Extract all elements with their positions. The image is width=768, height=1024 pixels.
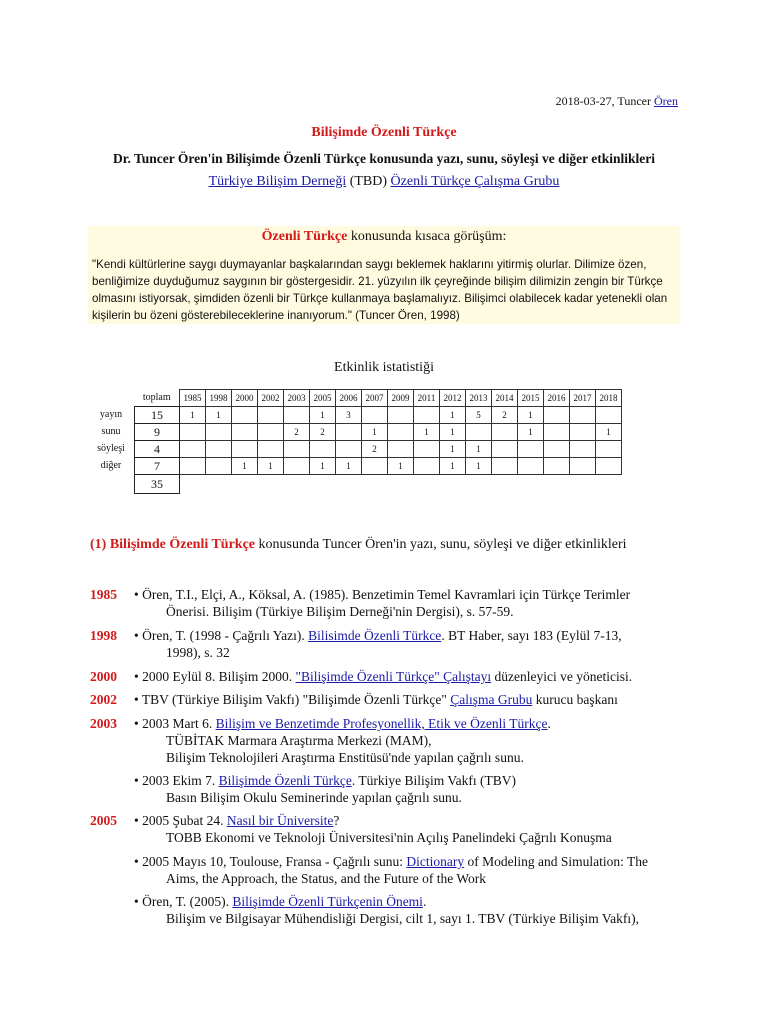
opinion-heading (88, 229, 680, 245)
activity-stats-table (88, 389, 622, 494)
entry-text: • 2003 Ekim 7. (134, 773, 216, 788)
opinion-quote: "Kendi kültürlerine saygı duymayanlar başkalarından saygı beklemek haklarını yitirmiş olurlar. Dilimize özen, benliğimize duyduğumuz saygının bir göstergesidir. 21. yüzyılın ilk çeyreğinde bilişim dilimizin zengin bir Türkçe olmasını istiyorsak, şimdiden özenli bir Türkçe kullanmaya başlamalıyız. Bilişimci olabilecek kadar yetenekli olan kişilerin bu özeni gösterebileceklerine inanıyorum." (Tuncer Ören, 1998) (92, 258, 668, 322)
stat-cell (206, 424, 232, 441)
stat-cell (388, 441, 414, 458)
stat-cell: 1 (440, 441, 466, 458)
stat-cell: 1 (518, 424, 544, 441)
section-1-prefix: (1) (90, 537, 107, 552)
year-header: 2016 (544, 390, 570, 407)
stat-cell (596, 441, 622, 458)
stat-cell (310, 441, 336, 458)
page-title: Bilişimde Özenli Türkçe (311, 125, 457, 140)
opinion-heading-red: Özenli Türkçe (261, 229, 348, 244)
entry-1998 (90, 627, 690, 663)
entry-text: • 2005 Şubat 24. (134, 813, 224, 828)
stat-cell (232, 441, 258, 458)
entry-line: Basın Bilişim Okulu Seminerinde yapılan çağrılı sunu. (166, 790, 462, 805)
entry-text: of Modeling and Simulation: The (467, 854, 648, 869)
year-header: 2015 (518, 390, 544, 407)
grand-total-spacer (88, 475, 135, 494)
year-header: 2002 (258, 390, 284, 407)
stat-cell (544, 458, 570, 475)
total-header: toplam (142, 391, 171, 403)
entry-text: • 2003 Mart 6. (134, 716, 213, 731)
stat-cell (388, 407, 414, 424)
entry-text: kurucu başkanı (535, 692, 618, 707)
entry-link[interactable]: Çalışma Grubu (450, 692, 533, 707)
year-label: 2005 (90, 813, 117, 828)
stat-cell: 3 (336, 407, 362, 424)
stat-cell (414, 458, 440, 475)
section-1-title-rest: konusunda Tuncer Ören'in yazı, sunu, söyleşi ve diğer etkinlikleri (258, 537, 627, 552)
section-1-title-red: Bilişimde Özenli Türkçe (109, 537, 256, 552)
stat-cell: 1 (258, 458, 284, 475)
stat-cell (336, 441, 362, 458)
opinion-heading-rest: konusunda kısaca görüşüm: (350, 229, 507, 244)
year-label: 1998 (90, 628, 117, 643)
entry-line: TÜBİTAK Marmara Araştırma Merkezi (MAM), (166, 733, 432, 748)
row-label: sunu (101, 426, 121, 437)
stat-cell (206, 441, 232, 458)
entry-text: ? (333, 813, 340, 828)
stat-cell (492, 458, 518, 475)
grand-total: 35 (135, 475, 180, 494)
tbd-link[interactable]: Türkiye Bilişim Derneği (208, 174, 347, 189)
stat-cell: 5 (466, 407, 492, 424)
entry-line: Aims, the Approach, the Status, and the Future of the Work (166, 871, 486, 886)
entry-link[interactable]: "Bilişimde Özenli Türkçe" Çalıştayı (295, 669, 492, 684)
stat-cell (518, 458, 544, 475)
year-label: 2000 (90, 669, 117, 684)
entry-line: Bilişim Teknolojileri Araştırma Enstitüsü'nde yapılan çağrılı sunu. (166, 750, 524, 765)
stat-cell: 1 (206, 407, 232, 424)
entry-text: . Türkiye Bilişim Vakfı (TBV) (351, 773, 516, 788)
date-author: 2018-03-27, Tuncer (555, 94, 651, 108)
stat-cell (544, 441, 570, 458)
entry-text: düzenleyici ve yöneticisi. (494, 669, 633, 684)
stats-row (88, 458, 622, 475)
stat-cell: 1 (388, 458, 414, 475)
stat-cell: 1 (466, 441, 492, 458)
year-header: 2018 (596, 390, 622, 407)
year-header: 2011 (414, 390, 440, 407)
entry-text: . BT Haber, sayı 183 (Eylül 7-13, (441, 628, 622, 643)
stats-title: Etkinlik istatistiği (334, 360, 434, 375)
stat-cell (180, 441, 206, 458)
year-header: 2013 (466, 390, 492, 407)
author-link[interactable]: Ören (654, 94, 678, 108)
stat-cell (232, 424, 258, 441)
entry-link[interactable]: Bilisimde Özenli Türkce (308, 628, 442, 643)
entry-text: • 2005 Mayıs 10, Toulouse, Fransa - Çağrılı sunu: (134, 854, 404, 869)
stats-row (88, 441, 622, 458)
stats-row (88, 407, 622, 424)
stat-cell (284, 441, 310, 458)
stat-cell (284, 407, 310, 424)
row-total: 7 (135, 458, 180, 475)
entry-text: . (547, 716, 551, 731)
entry-text: • Ören, T. (1998 - Çağrılı Yazı). (134, 628, 305, 643)
stat-cell (466, 424, 492, 441)
stat-cell: 2 (310, 424, 336, 441)
entry-line: Önerisi. Bilişim (Türkiye Bilişim Derneği'nin Dergisi), s. 57-59. (166, 604, 514, 619)
stat-cell (544, 407, 570, 424)
stat-cell: 1 (518, 407, 544, 424)
entry-link[interactable]: Nasıl bir Üniversite (226, 813, 334, 828)
stat-cell (180, 458, 206, 475)
year-label: 1985 (90, 587, 117, 602)
entry-text: . (422, 894, 427, 909)
entry-text: • 2000 Eylül 8. Bilişim 2000. (134, 669, 293, 684)
stat-cell (180, 424, 206, 441)
year-header: 2003 (284, 390, 310, 407)
stat-cell: 2 (284, 424, 310, 441)
entry-2005-subat (90, 812, 690, 848)
stat-cell: 2 (492, 407, 518, 424)
entry-link[interactable]: Bilişim ve Benzetimde Profesyonellik, Etik ve Özenli Türkçe (215, 716, 548, 731)
stat-cell (596, 458, 622, 475)
stat-cell (388, 424, 414, 441)
stat-cell (570, 441, 596, 458)
stat-cell (414, 441, 440, 458)
entry-line: Bilişim ve Bilgisayar Mühendisliği Dergisi, cilt 1, sayı 1. TBV (Türkiye Bilişim Vakfı), (166, 911, 639, 926)
stat-cell (518, 441, 544, 458)
stat-cell: 1 (180, 407, 206, 424)
entry-text: • Ören, T. (2005). (134, 894, 229, 909)
stat-cell (544, 424, 570, 441)
year-header: 2006 (336, 390, 362, 407)
entry-1985 (90, 586, 690, 622)
row-label: diğer (100, 460, 122, 471)
stat-cell: 1 (336, 458, 362, 475)
stat-cell: 1 (440, 407, 466, 424)
page-subtitle: Dr. Tuncer Ören'in Bilişimde Özenli Türkçe konusunda yazı, sunu, söyleşi ve diğer etkinlikleri (113, 151, 655, 166)
year-header: 2005 (310, 390, 336, 407)
row-total: 4 (135, 441, 180, 458)
stat-cell: 1 (362, 424, 388, 441)
section-1-heading (90, 537, 627, 553)
year-header: 2009 (388, 390, 414, 407)
row-total: 15 (135, 407, 180, 424)
entry-link[interactable]: Dictionary (406, 854, 465, 869)
row-label: yayın (99, 409, 123, 420)
entry-2002 (90, 691, 690, 709)
organization-links (0, 174, 768, 190)
entry-text: • TBV (Türkiye Bilişim Vakfı) "Bilişimde Özenli Türkçe" (134, 692, 447, 707)
stats-row (88, 424, 622, 441)
stat-cell: 1 (232, 458, 258, 475)
stat-cell: 1 (310, 458, 336, 475)
stat-cell (258, 407, 284, 424)
entry-link[interactable]: Bilişimde Özenli Türkçe (218, 773, 352, 788)
row-total: 9 (135, 424, 180, 441)
stat-cell (258, 424, 284, 441)
stat-cell (596, 407, 622, 424)
working-group-link[interactable]: Özenli Türkçe Çalışma Grubu (390, 174, 560, 189)
stat-cell: 1 (466, 458, 492, 475)
stat-cell: 1 (440, 458, 466, 475)
stat-cell (232, 407, 258, 424)
year-header: 1998 (206, 390, 232, 407)
entry-2005-mayis (90, 853, 690, 889)
stat-cell: 2 (362, 441, 388, 458)
opinion-box (88, 226, 680, 324)
stat-cell (206, 458, 232, 475)
entry-line: • Ören, T.I., Elçi, A., Köksal, A. (1985). Benzetimin Temel Kavramlari için Türkçe Terimler (134, 587, 631, 602)
stat-cell (492, 424, 518, 441)
stat-cell (492, 441, 518, 458)
stat-cell (258, 441, 284, 458)
stat-cell: 1 (310, 407, 336, 424)
stat-cell (570, 424, 596, 441)
entry-2003-ekim (90, 772, 690, 808)
year-header: 2000 (232, 390, 258, 407)
stat-cell (362, 407, 388, 424)
entry-line: 1998), s. 32 (166, 645, 230, 660)
year-header: 1985 (180, 390, 206, 407)
stats-corner (88, 390, 135, 407)
stats-header-row (88, 390, 622, 407)
row-label: söyleşi (97, 443, 125, 454)
entry-link[interactable]: Bilişimde Özenli Türkçenin Önemi (232, 894, 423, 909)
date-author-line (556, 94, 678, 109)
entry-2005-dergi (90, 893, 690, 929)
stat-cell: 1 (440, 424, 466, 441)
entry-2003-mart (90, 715, 690, 767)
year-header: 2014 (492, 390, 518, 407)
tbd-abbr: (TBD) (349, 174, 388, 189)
year-header: 2012 (440, 390, 466, 407)
year-header: 2017 (570, 390, 596, 407)
stat-cell (284, 458, 310, 475)
stat-cell (336, 424, 362, 441)
stat-cell: 1 (414, 424, 440, 441)
stat-cell: 1 (596, 424, 622, 441)
entry-line: TOBB Ekonomi ve Teknoloji Üniversitesi'nin Açılış Panelindeki Çağrılı Konuşma (166, 830, 612, 845)
stat-cell (570, 458, 596, 475)
year-header: 2007 (362, 390, 388, 407)
stat-cell (414, 407, 440, 424)
year-label: 2002 (90, 692, 117, 707)
stat-cell (362, 458, 388, 475)
year-label: 2003 (90, 716, 117, 731)
entry-2000 (90, 668, 690, 686)
grand-total-row (88, 475, 622, 494)
stat-cell (570, 407, 596, 424)
